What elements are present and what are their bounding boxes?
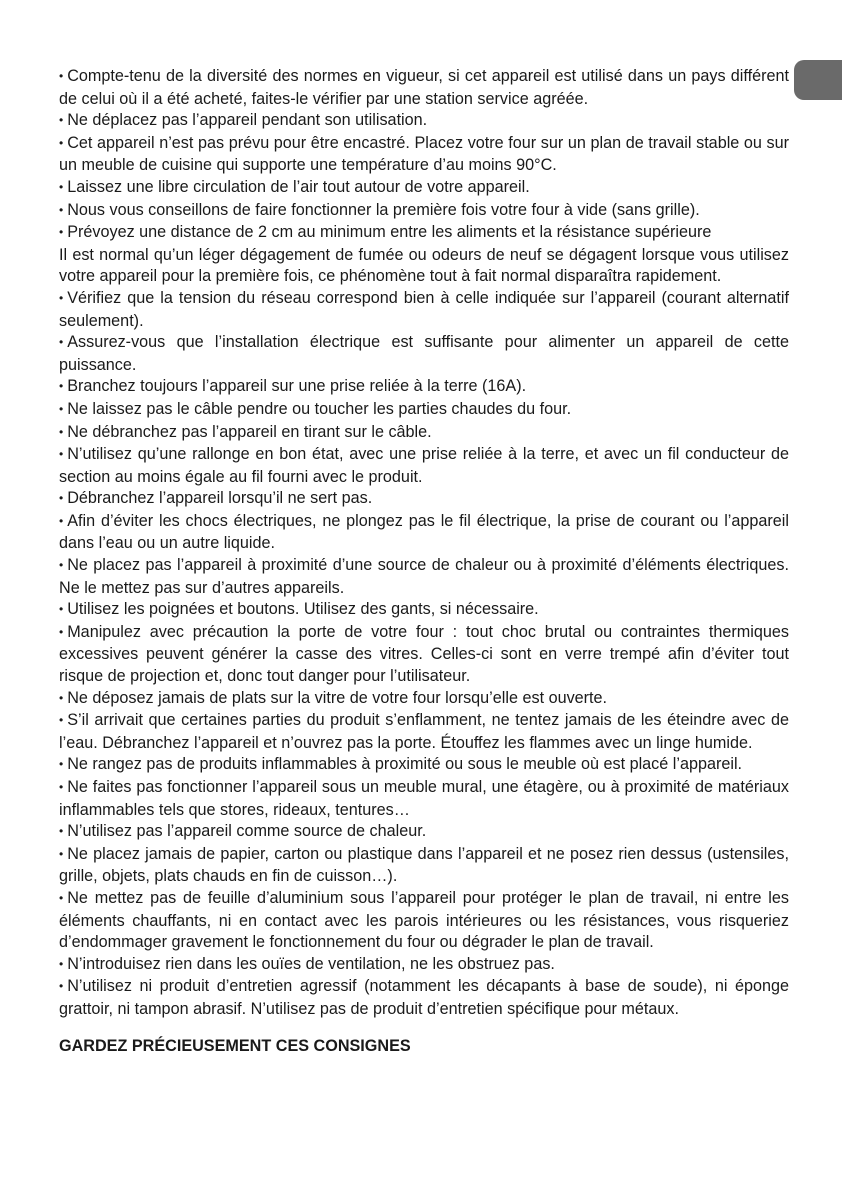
safety-item: • Ne placez pas l’appareil à proximité d’une source de chaleur ou à proximité d’éléments électriques. Ne le mettez pas sur d’autres appareils.: [59, 555, 789, 599]
safety-item: • Vérifiez que la tension du réseau correspond bien à celle indiquée sur l’appareil (courant alternatif seulement).: [59, 288, 789, 332]
safety-item: • Ne faites pas fonctionner l’appareil sous un meuble mural, une étagère, ou à proximité de matériaux inflammables tels que stores, rideaux, tentures…: [59, 777, 789, 821]
safety-item: • Branchez toujours l’appareil sur une prise reliée à la terre (16A).: [59, 376, 789, 399]
safety-item: • Ne rangez pas de produits inflammables à proximité ou sous le meuble où est placé l’appareil.: [59, 754, 789, 777]
safety-item: • Laissez une libre circulation de l’air tout autour de votre appareil.: [59, 177, 789, 200]
safety-item: • Ne laissez pas le câble pendre ou toucher les parties chaudes du four.: [59, 399, 789, 422]
safety-item: • Débranchez l’appareil lorsqu’il ne sert pas.: [59, 488, 789, 511]
safety-item: • Compte-tenu de la diversité des normes en vigueur, si cet appareil est utilisé dans un pays différent de celui où il a été acheté, faites-le vérifier par une station service agréée.: [59, 66, 789, 110]
safety-instructions: [59, 66, 789, 1057]
safety-item: • Manipulez avec précaution la porte de votre four : tout choc brutal ou contraintes thermiques excessives peuvent générer la casse des vitres. Celles-ci sont en verre trempé afin d’éviter tout risque de projection et, donc tout danger pour l’utilisateur.: [59, 622, 789, 688]
safety-item: • Afin d’éviter les chocs électriques, ne plongez pas le fil électrique, la prise de courant ou l’appareil dans l’eau ou un autre liquide.: [59, 511, 789, 555]
safety-item: • Ne placez jamais de papier, carton ou plastique dans l’appareil et ne posez rien dessus (ustensiles, grille, objets, plats chauds en fin de cuisson…).: [59, 844, 789, 888]
language-tab-marker: [794, 60, 842, 100]
safety-item: • Cet appareil n’est pas prévu pour être encastré. Placez votre four sur un plan de travail stable ou sur un meuble de cuisine qui supporte une température d’au moins 90°C.: [59, 133, 789, 177]
safety-item: • N’introduisez rien dans les ouïes de ventilation, ne les obstruez pas.: [59, 954, 789, 977]
safety-item: • Ne déplacez pas l’appareil pendant son utilisation.: [59, 110, 789, 133]
safety-item: • S’il arrivait que certaines parties du produit s’enflamment, ne tentez jamais de les éteindre avec de l’eau. Débranchez l’appareil et n’ouvrez pas la porte. Étouffez les flammes avec un linge humide.: [59, 710, 789, 754]
safety-item: • Nous vous conseillons de faire fonctionner la première fois votre four à vide (sans grille).: [59, 200, 789, 223]
safety-item: • N’utilisez qu’une rallonge en bon état, avec une prise reliée à la terre, et avec un fil conducteur de section au moins égale au fil fourni avec le produit.: [59, 444, 789, 488]
safety-item: • Utilisez les poignées et boutons. Utilisez des gants, si nécessaire.: [59, 599, 789, 622]
safety-item: • Ne débranchez pas l’appareil en tirant sur le câble.: [59, 422, 789, 445]
keep-instructions-heading: GARDEZ PRÉCIEUSEMENT CES CONSIGNES: [59, 1036, 411, 1055]
safety-item: • Assurez-vous que l’installation électrique est suffisante pour alimenter un appareil de cette puissance.: [59, 332, 789, 376]
first-use-note: Il est normal qu’un léger dégagement de fumée ou odeurs de neuf se dégagent lorsque vous utilisez votre appareil pour la première fois, ce phénomène tout à fait normal disparaîtra rapidement.: [59, 245, 789, 286]
safety-item: • Prévoyez une distance de 2 cm au minimum entre les aliments et la résistance supérieure: [59, 222, 789, 245]
safety-item: • N’utilisez pas l’appareil comme source de chaleur.: [59, 821, 789, 844]
safety-item: • N’utilisez ni produit d’entretien agressif (notamment les décapants à base de soude), ni éponge grattoir, ni tampon abrasif. N’utilisez pas de produit d’entretien spécifique pour métaux.: [59, 976, 789, 1020]
safety-item: • Ne déposez jamais de plats sur la vitre de votre four lorsqu’elle est ouverte.: [59, 688, 789, 711]
safety-item: • Ne mettez pas de feuille d’aluminium sous l’appareil pour protéger le plan de travail, ni entre les éléments chauffants, ni en contact avec les parois intérieures ou les résistances, vous risqueriez d’endommager gravement le fonctionnement du four ou dégrader le plan de travail.: [59, 888, 789, 954]
